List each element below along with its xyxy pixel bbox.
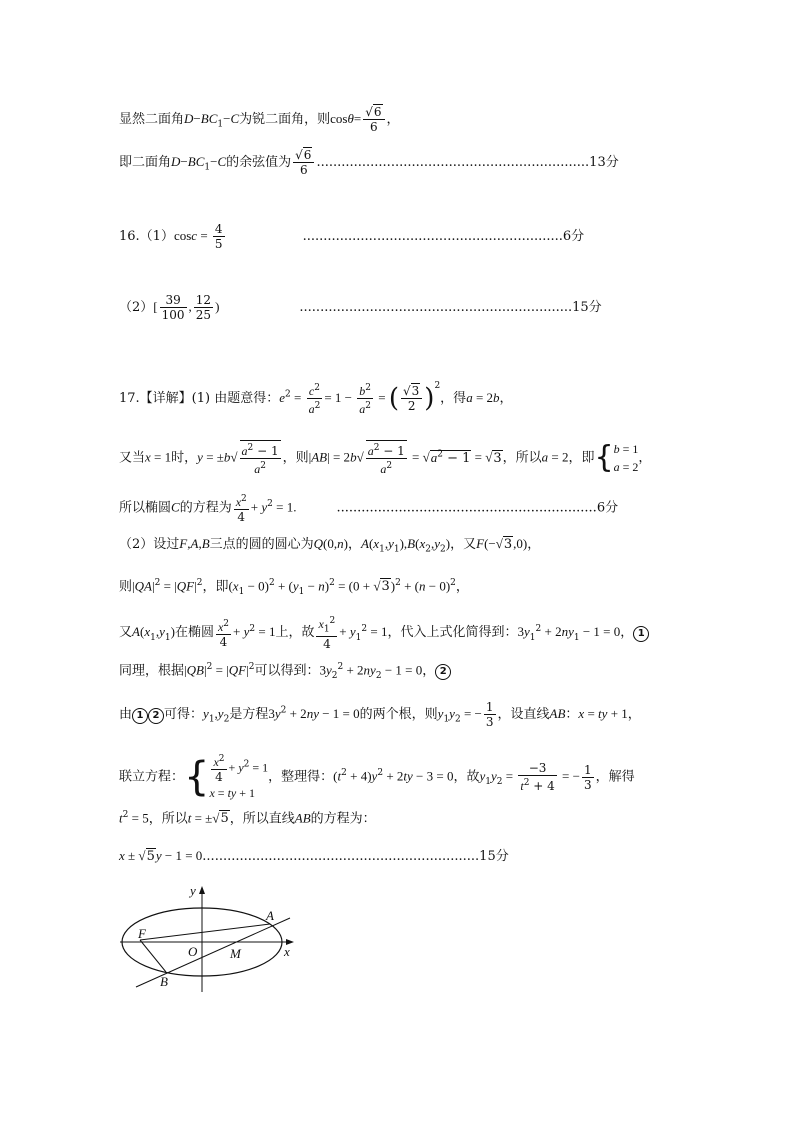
text-fragment: 的方程为： [310,811,376,827]
text-fragment: ， [347,537,361,552]
text-fragment: 同理，根据 [119,663,185,679]
text-fragment: ， [455,579,469,595]
text-fragment: 时， [171,450,198,466]
part2-line-6: 联立方程：{ $\frac{x^2}{4}$ + $y^2 = 1$ x = ty + 1 ，整理得：$(t^2 + 4)y^2 + 2ty - 3 = 0$，故$y_1y_2$ = $\frac{-3}{t^2 + 4}$ = − $\frac{1}{3}$ ，解得 [119,754,635,800]
score: 13分 [589,155,619,170]
text-fragment: （2） [119,300,154,315]
text-fragment: 的余弦值为 [226,155,292,170]
text-line-1: 显然二面角$D-BC_1-C$为锐二面角，则cosθ= $\frac{√6}{6}$ ， [119,105,400,134]
text-fragment: ，整理得： [268,769,334,785]
text-fragment: ，即 [568,450,595,466]
q17-line-2: 又当x = 1时，y = ±b√ $\frac{a^2 - 1}{a^2}$ ，则|AB| = 2b√ $\frac{a^2 - 1}{a^2}$ = $√a^2 - 1 = √3$，所以a = 2，即{ b = 1 a = 2 ， [119,440,652,476]
score: 6分 [596,500,619,516]
text-fragment: 的两个根，则 [359,707,438,722]
text-fragment: （2）设过 [119,537,180,552]
fraction: $\frac{c^2}{a^2}$ [308,383,321,416]
text-fragment: 的方程为 [179,500,232,516]
fraction: $\frac{x_1^2}{4}$ [318,616,336,652]
part2-line-8: x ± √5y − 1 = 0...................................................................15分 [119,848,509,864]
line-fa [140,924,270,940]
text-fragment: 即二面角 [119,155,172,170]
circled-number-1: 1 [633,626,649,642]
label-F: F [138,926,146,941]
text-fragment: 16.（1） [119,229,174,244]
y-axis-arrow [199,886,205,894]
math: D [184,111,194,126]
circled-number-2: 2 [435,664,451,680]
text-fragment: ，则 [282,450,309,466]
text-line-2: 即二面角$D-BC_1-C$的余弦值为 $\frac{√6}{6}$ ..................................................................13分 [119,148,619,177]
q17-line-1: 17.【详解】(1) 由题意得：$e^2$ = $\frac{c^2}{a^2}$ = 1 − $\frac{b^2}{a^2}$ = ( $\frac{√3}{2}$ )$^2$，得a = 2b， [119,381,513,416]
score: 6分 [562,229,585,244]
text-fragment: 为锐二面角，则 [239,112,331,127]
fraction: $\frac{√6}{6}$ [363,105,384,134]
text-fragment: ， [638,450,652,466]
system-of-equations: $\frac{x^2}{4}$ + $y^2 = 1$ x = ty + 1 [209,754,269,800]
fraction: $\frac{x^2}{4}$ [235,494,247,524]
q16-part2: （2）[ $\frac{39}{100}$ , $\frac{12}{25}$ ) ..................................................................15分 [119,293,602,322]
text-fragment: ，又 [450,537,477,552]
text-fragment: ，所以 [148,811,188,827]
text-fragment: 17.【详解】(1) 由题意得： [119,391,280,406]
fraction: $\frac{-3}{t^2 + 4}$ [520,761,555,793]
text-fragment: 上，故 [275,625,315,641]
label-O: O [188,944,198,959]
text-fragment: ，即 [202,579,229,595]
text-fragment: 由 [119,707,133,722]
text-fragment: 三点的圆的圆心为 [209,537,314,552]
text-fragment: ，所以 [502,450,542,466]
text-fragment: 所以椭圆 [119,500,172,516]
score: 15分 [572,300,602,315]
text-fragment: ，解得 [595,769,635,785]
circled-number-2: 2 [148,708,164,724]
fraction: $\frac{b^2}{a^2}$ [359,383,371,416]
score: 15分 [479,849,509,864]
label-x: x [284,944,290,959]
fraction: $\frac{4}{5}$ [214,222,223,251]
text-fragment: ，故 [453,769,480,785]
fraction: $\frac{39}{100}$ [161,293,185,322]
q17-line-3: 所以椭圆C的方程为 $\frac{x^2}{4}$ + $y^2 = 1$. ...............................................................6分 [119,494,619,524]
ellipse-diagram [118,880,308,995]
text-fragment: ， [422,663,436,679]
fraction: $\frac{√3}{2}$ [401,384,422,413]
text-fragment: ： [565,707,579,722]
text-fragment: ， [386,112,400,127]
fraction: $\frac{a^2 - 1}{a^2}$ [366,440,407,476]
fraction: $\frac{1}{3}$ [583,762,592,792]
label-A: A [266,908,274,923]
text-fragment: 在椭圆 [174,625,214,641]
part2-line-1: （2）设过F,A,B三点的圆的圆心为Q(0,n)，$A(x_1,y_1),B(x_2,y_2)$，又F(−√3,0)， [119,536,541,555]
fraction: $\frac{x^2}{4}$ [217,618,230,649]
fraction: $\frac{a^2 - 1}{a^2}$ [240,440,281,476]
fraction: $\frac{1}{3}$ [485,700,494,729]
part2-line-7: $t^2 = 5$，所以t = ±√5，所以直线AB的方程为： [119,810,376,827]
part2-line-5: 由 1 2 可得：$y_1,y_2$是方程$3y^2 + 2ny - 1 = 0$的两个根，则$y_1y_2$ = − $\frac{1}{3}$ ，设直线AB：x = ty + 1， [119,700,641,729]
text-fragment: ，得 [440,391,467,406]
text-fragment: ， [620,625,634,641]
text-fragment: 可得： [164,707,204,722]
label-B: B [160,974,168,989]
label-M: M [230,946,241,961]
label-y: y [190,883,196,898]
fraction: $\frac{√6}{6}$ [293,148,314,177]
text-fragment: 联立方程： [119,769,185,785]
part2-line-2: 则$|QA|^2 = |QF|^2$，即$(x_1 - 0)^2 + (y_1 - n)^2 = (0 + √3)^2 + (n - 0)^2$， [119,578,469,597]
text-fragment: 则 [119,579,133,595]
part2-line-4: 同理，根据$|QB|^2 = |QF|^2$可以得到：$3y_2^2 + 2ny_2 - 1 = 0$， 2 [119,657,451,686]
text-fragment: 又 [119,625,133,641]
text-fragment: 是方程 [229,707,269,722]
text-fragment: 可以得到： [254,663,320,679]
text-fragment: 显然二面角 [119,112,185,127]
part2-line-3: 又$A(x_1,y_1)$在椭圆 $\frac{x^2}{4}$ + $y^2 = 1$上，故 $\frac{x_1^2}{4}$ + $y_1^2 = 1$，代入上式化简得到：$3y_1^2 + 2ny_1 - 1 = 0$， 1 [119,614,649,651]
circled-number-1: 1 [132,708,148,724]
line-fb [140,940,166,972]
text-fragment: ，所以直线 [229,811,295,827]
text-fragment: ，代入上式化简得到： [387,625,518,641]
text-fragment: 又当 [119,450,146,466]
text-fragment: ，设直线 [497,707,550,722]
system-of-equations: b = 1 a = 2 [613,442,639,474]
fraction: $\frac{12}{25}$ [195,293,212,322]
q16-part1: 16.（1）cosc = $\frac{4}{5}$ ...............................................................6分 [119,222,585,251]
fraction: $\frac{x^2}{4}$ [213,754,225,784]
